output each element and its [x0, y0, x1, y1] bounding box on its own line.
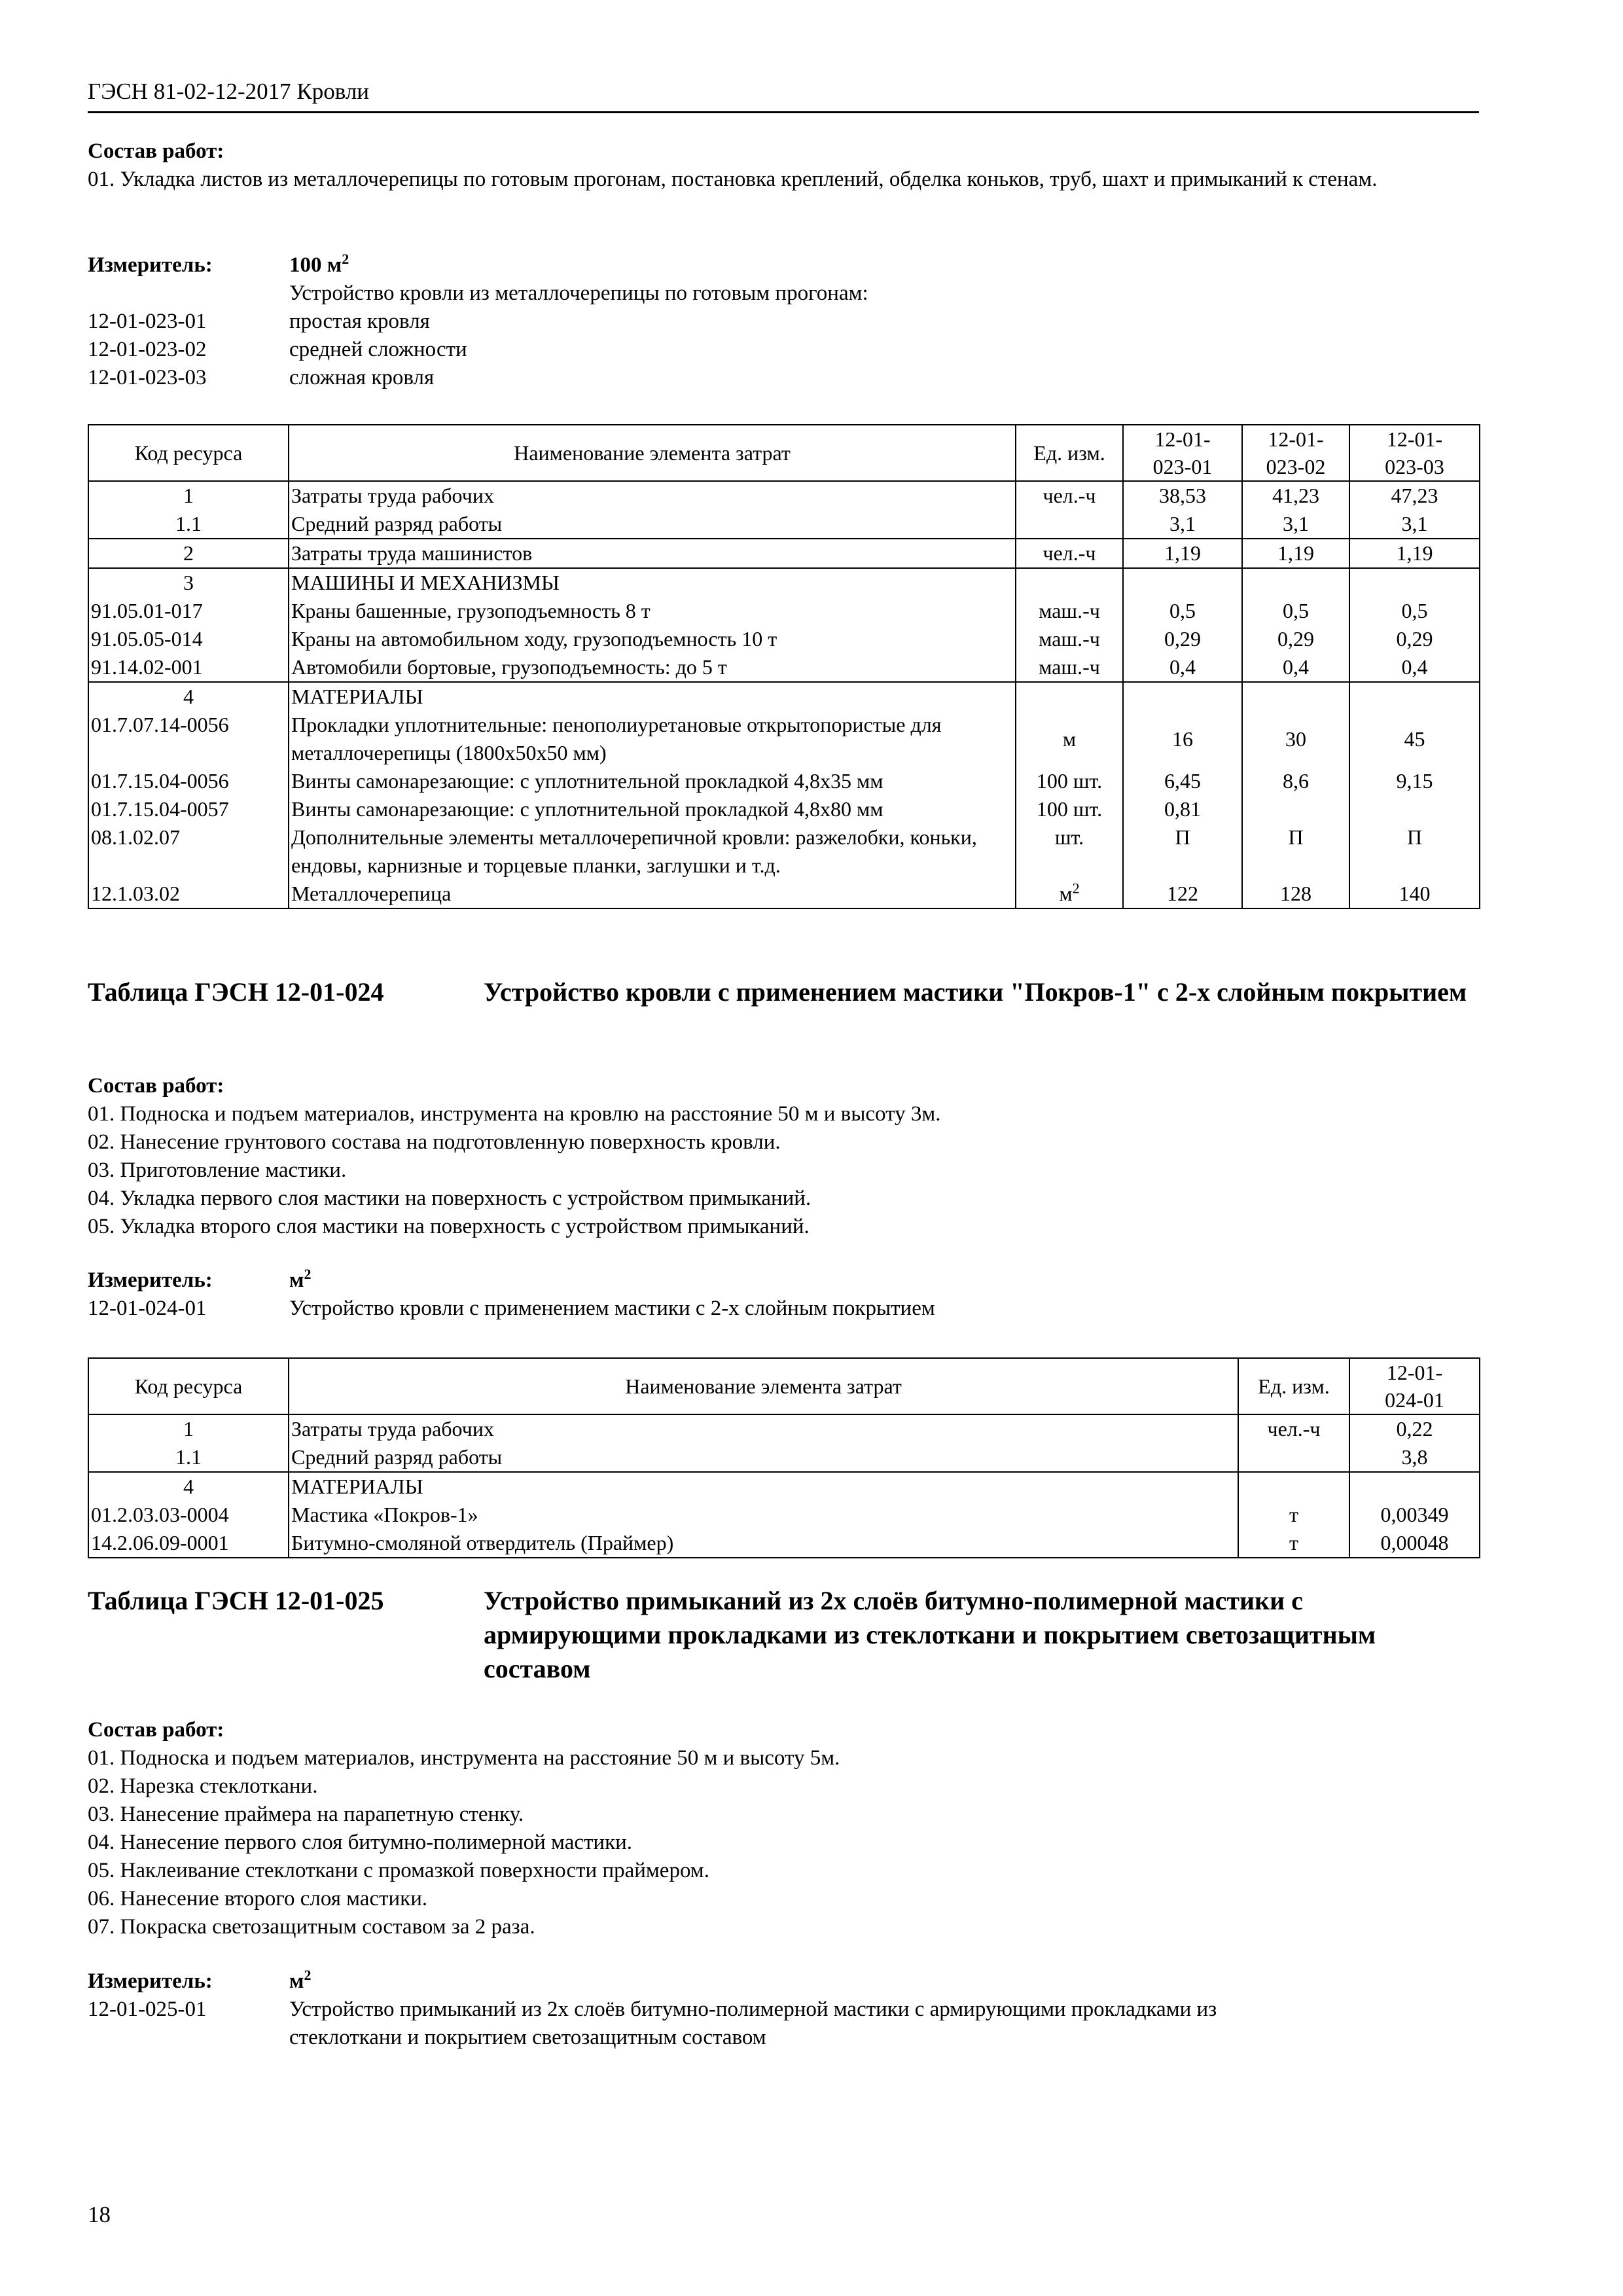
value-cell: 0,4: [1123, 653, 1242, 682]
resource-unit: маш.-ч: [1016, 597, 1123, 625]
value-cell: 38,53: [1123, 481, 1242, 510]
table-row: [88, 510, 1480, 539]
value-cell: 6,45: [1123, 767, 1242, 795]
item-name: сложная кровля: [289, 366, 435, 389]
composition-item: 02. Нанесение грунтового состава на подготовленную поверхность кровли.: [88, 1130, 781, 1154]
table-row: [88, 880, 1480, 908]
value-cell: [1349, 682, 1480, 711]
value-cell: 47,23: [1349, 481, 1480, 510]
resource-name: Дополнительные элементы металлочерепичной кровли: разжелобки, коньки, ендовы, карнизные и торцевые планки, заглушки и т.д.: [289, 823, 1016, 880]
col-header: Ед. изм.: [1016, 425, 1123, 481]
value-cell: 0,4: [1349, 653, 1480, 682]
value-cell: 1,19: [1123, 539, 1242, 568]
composition-item: 01. Подноска и подъем материалов, инструмента на расстояние 50 м и высоту 5м.: [88, 1746, 840, 1770]
item-name: средней сложности: [289, 338, 467, 361]
resource-code: 91.05.01-017: [88, 597, 289, 625]
resource-name: Затраты труда рабочих: [289, 481, 1016, 510]
value-cell: 0,00048: [1349, 1529, 1480, 1558]
table-title-024: [88, 975, 1479, 1009]
value-cell: П: [1242, 823, 1349, 880]
resource-unit: м: [1016, 711, 1123, 767]
resource-unit: [1238, 1472, 1349, 1501]
table-header-row: [88, 1358, 1480, 1414]
resource-name: Винты самонарезающие: с уплотнительной прокладкой 4,8х35 мм: [289, 767, 1016, 795]
value-cell: [1242, 682, 1349, 711]
value-cell: 1,19: [1242, 539, 1349, 568]
resource-table-1: [88, 424, 1480, 909]
resource-unit: [1016, 568, 1123, 597]
composition-title: Состав работ:: [88, 139, 224, 163]
composition-item: 05. Наклеивание стеклоткани с промазкой поверхности праймером.: [88, 1859, 709, 1882]
resource-code: 4: [88, 1472, 289, 1501]
col-header: 12-01- 023-02: [1242, 425, 1349, 481]
col-header: Код ресурса: [88, 1358, 289, 1414]
table-row: [88, 1529, 1480, 1558]
value-cell: 128: [1242, 880, 1349, 908]
composition-title: Состав работ:: [88, 1074, 224, 1098]
item-code: 12-01-024-01: [88, 1297, 207, 1320]
table-label: Таблица ГЭСН 12-01-025: [88, 1586, 384, 1615]
composition-section-1: [88, 137, 1479, 194]
value-cell: [1349, 795, 1480, 823]
col-header: 12-01- 023-01: [1123, 425, 1242, 481]
item-code: 12-01-023-03: [88, 366, 207, 389]
table-row: [88, 682, 1480, 711]
resource-name: Битумно-смоляной отвердитель (Праймер): [289, 1529, 1238, 1558]
value-cell: 0,00349: [1349, 1501, 1480, 1529]
table-row: [88, 1472, 1480, 1501]
resource-name: Средний разряд работы: [289, 510, 1016, 539]
table-row: [88, 1501, 1480, 1529]
table-row: [88, 1414, 1480, 1443]
table-row: [88, 823, 1480, 880]
value-cell: 45: [1349, 711, 1480, 767]
resource-code: 08.1.02.07: [88, 823, 289, 880]
running-header: ГЭСН 81-02-12-2017 Кровли: [88, 77, 1479, 113]
value-cell: 140: [1349, 880, 1480, 908]
value-cell: 30: [1242, 711, 1349, 767]
value-cell: 0,29: [1349, 625, 1480, 653]
resource-name: Краны башенные, грузоподъемность 8 т: [289, 597, 1016, 625]
item-name: Устройство примыканий из 2х слоёв битумно-полимерной мастики с армирующими прокладками из стеклоткани и покрытием светозащитным составом: [289, 1998, 1217, 2049]
table-caption: Устройство примыканий из 2х слоёв битумно-полимерной мастики с армирующими прокладками из стеклоткани и покрытием светозащитным составом: [484, 1586, 1376, 1683]
resource-group-name: МАТЕРИАЛЫ: [289, 682, 1016, 711]
resource-code: 01.7.07.14-0056: [88, 711, 289, 767]
value-cell: [1242, 568, 1349, 597]
value-cell: 122: [1123, 880, 1242, 908]
resource-name: Прокладки уплотнительные: пенополиуретановые открытопористые для металлочерепицы (1800х50х50 мм): [289, 711, 1016, 767]
item-code: 12-01-023-02: [88, 338, 207, 361]
value-cell: 0,5: [1123, 597, 1242, 625]
value-cell: 0,5: [1349, 597, 1480, 625]
resource-unit: [1016, 510, 1123, 539]
value-cell: 0,5: [1242, 597, 1349, 625]
resource-code: 14.2.06.09-0001: [88, 1529, 289, 1558]
item-code: 12-01-023-01: [88, 310, 207, 333]
composition-title: Состав работ:: [88, 1718, 224, 1742]
resource-code: 1.1: [88, 1443, 289, 1472]
composition-item: 07. Покраска светозащитным составом за 2 раза.: [88, 1915, 535, 1939]
composition-item: 05. Укладка второго слоя мастики на поверхность с устройством примыканий.: [88, 1215, 810, 1238]
col-header: Ед. изм.: [1238, 1358, 1349, 1414]
resource-name: Затраты труда машинистов: [289, 539, 1016, 568]
resource-name: Краны на автомобильном ходу, грузоподъемность 10 т: [289, 625, 1016, 653]
value-cell: 0,29: [1242, 625, 1349, 653]
group-title: Устройство кровли из металлочерепицы по готовым прогонам:: [289, 281, 868, 305]
table-row: [88, 795, 1480, 823]
table-caption: Устройство кровли с применением мастики "Покров-1" с 2-х слойным покрытием: [484, 977, 1467, 1007]
resource-group-name: МАТЕРИАЛЫ: [289, 1472, 1238, 1501]
resource-unit: 100 шт.: [1016, 795, 1123, 823]
col-header: 12-01- 024-01: [1349, 1358, 1480, 1414]
composition-item: 03. Нанесение праймера на парапетную стенку.: [88, 1803, 524, 1826]
value-cell: 8,6: [1242, 767, 1349, 795]
resource-name: Винты самонарезающие: с уплотнительной прокладкой 4,8х80 мм: [289, 795, 1016, 823]
resource-unit: [1238, 1443, 1349, 1472]
meter-block-1: [88, 251, 1479, 392]
resource-unit: [1016, 682, 1123, 711]
resource-unit: чел.-ч: [1016, 539, 1123, 568]
composition-section-2: [88, 1072, 1479, 1241]
value-cell: П: [1349, 823, 1480, 880]
table-title-025: [88, 1584, 1479, 1686]
composition-item: 02. Нарезка стеклоткани.: [88, 1774, 318, 1798]
value-cell: 1,19: [1349, 539, 1480, 568]
value-cell: 0,22: [1349, 1414, 1480, 1443]
resource-unit: 100 шт.: [1016, 767, 1123, 795]
table-row: [88, 539, 1480, 568]
resource-code: 3: [88, 568, 289, 597]
item-name: простая кровля: [289, 310, 430, 333]
table-label: Таблица ГЭСН 12-01-024: [88, 977, 384, 1007]
composition-item: 03. Приготовление мастики.: [88, 1158, 347, 1182]
value-cell: 9,15: [1349, 767, 1480, 795]
composition-item: 01. Укладка листов из металлочерепицы по готовым прогонам, постановка креплений, обделка коньков, труб, шахт и примыканий к стенам.: [88, 168, 1378, 191]
resource-table-2: [88, 1357, 1480, 1558]
resource-unit: чел.-ч: [1016, 481, 1123, 510]
meter-block-3: [88, 1967, 1479, 2052]
meter-block-2: [88, 1266, 1479, 1323]
value-cell: 41,23: [1242, 481, 1349, 510]
col-header: 12-01- 023-03: [1349, 425, 1480, 481]
value-cell: 16: [1123, 711, 1242, 767]
resource-unit: маш.-ч: [1016, 625, 1123, 653]
composition-item: 01. Подноска и подъем материалов, инструмента на кровлю на расстояние 50 м и высоту 3м.: [88, 1102, 941, 1126]
resource-name: Средний разряд работы: [289, 1443, 1238, 1472]
resource-name: Металлочерепица: [289, 880, 1016, 908]
resource-name: Затраты труда рабочих: [289, 1414, 1238, 1443]
table-row: [88, 625, 1480, 653]
resource-code: 91.14.02-001: [88, 653, 289, 682]
value-cell: [1123, 568, 1242, 597]
value-cell: [1349, 568, 1480, 597]
page-number: 18: [88, 2202, 111, 2227]
composition-item: 04. Укладка первого слоя мастики на поверхность с устройством примыканий.: [88, 1187, 812, 1210]
table-row: [88, 1443, 1480, 1472]
value-cell: 3,1: [1349, 510, 1480, 539]
value-cell: П: [1123, 823, 1242, 880]
value-cell: [1123, 682, 1242, 711]
value-cell: 0,29: [1123, 625, 1242, 653]
col-header: Код ресурса: [88, 425, 289, 481]
value-cell: 3,8: [1349, 1443, 1480, 1472]
table-row: [88, 597, 1480, 625]
table-row: [88, 481, 1480, 510]
composition-item: 04. Нанесение первого слоя битумно-полимерной мастики.: [88, 1831, 633, 1854]
resource-code: 1.1: [88, 510, 289, 539]
value-cell: 3,1: [1123, 510, 1242, 539]
table-row: [88, 711, 1480, 767]
meter-label: Измеритель:: [88, 1268, 213, 1292]
resource-name: Автомобили бортовые, грузоподъемность: до 5 т: [289, 653, 1016, 682]
table-row: [88, 767, 1480, 795]
table-header-row: [88, 425, 1480, 481]
resource-code: 91.05.05-014: [88, 625, 289, 653]
resource-group-name: МАШИНЫ И МЕХАНИЗМЫ: [289, 568, 1016, 597]
resource-code: 1: [88, 481, 289, 510]
value-cell: [1349, 1472, 1480, 1501]
composition-item: 06. Нанесение второго слоя мастики.: [88, 1887, 428, 1910]
resource-code: 01.7.15.04-0056: [88, 767, 289, 795]
resource-code: 1: [88, 1414, 289, 1443]
resource-code: 12.1.03.02: [88, 880, 289, 908]
value-cell: 3,1: [1242, 510, 1349, 539]
composition-section-3: [88, 1716, 1479, 1941]
col-header: Наименование элемента затрат: [289, 425, 1016, 481]
resource-code: 4: [88, 682, 289, 711]
resource-unit: шт.: [1016, 823, 1123, 880]
resource-code: 01.7.15.04-0057: [88, 795, 289, 823]
resource-unit: т: [1238, 1529, 1349, 1558]
resource-unit: маш.-ч: [1016, 653, 1123, 682]
col-header: Наименование элемента затрат: [289, 1358, 1238, 1414]
meter-label: Измеритель:: [88, 1969, 213, 1993]
meter-label: Измеритель:: [88, 253, 213, 277]
resource-unit: т: [1238, 1501, 1349, 1529]
item-name: Устройство кровли с применением мастики с 2-х слойным покрытием: [289, 1297, 935, 1320]
value-cell: 0,81: [1123, 795, 1242, 823]
meter-value: $м^2$: [289, 1266, 312, 1292]
item-code: 12-01-025-01: [88, 1998, 207, 2021]
meter-value: $м^2$: [289, 1967, 312, 1993]
value-cell: [1242, 795, 1349, 823]
value-cell: 0,4: [1242, 653, 1349, 682]
resource-code: 01.2.03.03-0004: [88, 1501, 289, 1529]
resource-unit: $м^2$: [1016, 880, 1123, 908]
table-row: [88, 568, 1480, 597]
resource-unit: чел.-ч: [1238, 1414, 1349, 1443]
meter-value: 100 $м^2$: [289, 251, 349, 277]
resource-name: Мастика «Покров-1»: [289, 1501, 1238, 1529]
table-row: [88, 653, 1480, 682]
resource-code: 2: [88, 539, 289, 568]
